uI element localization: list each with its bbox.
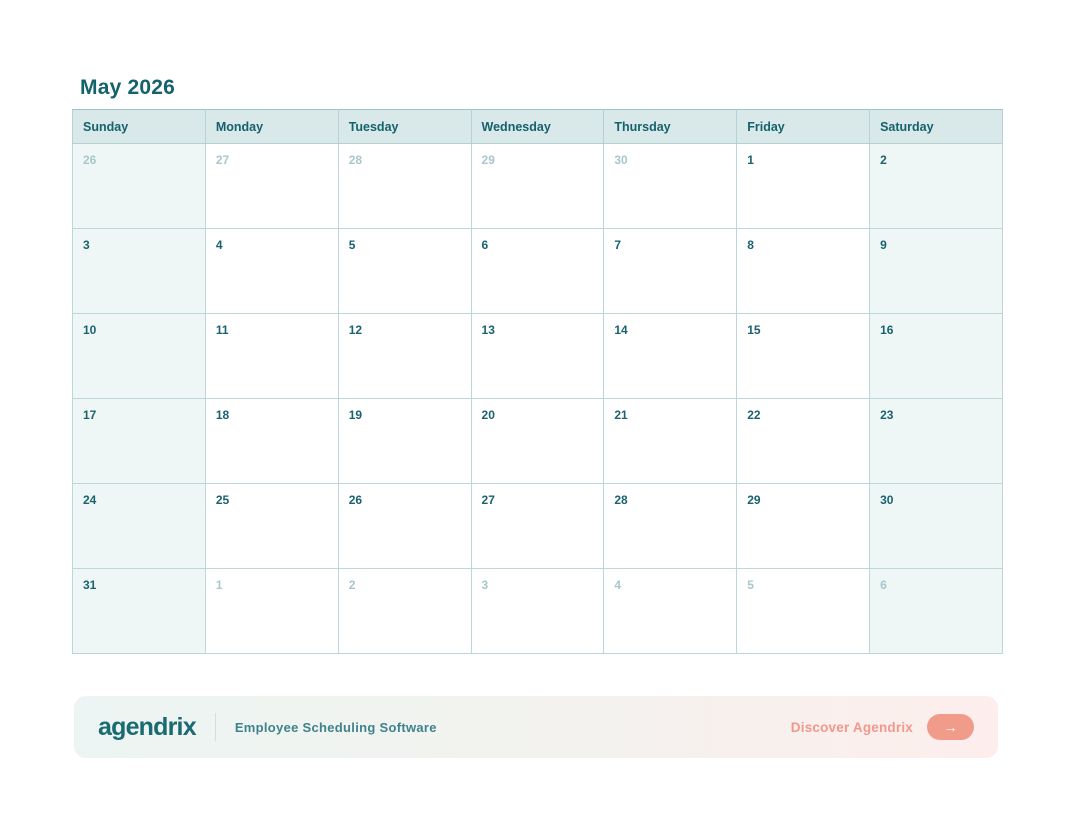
date-cell — [604, 569, 737, 654]
page-title: May 2026 — [80, 76, 176, 100]
date-cell — [737, 484, 870, 569]
day-header-monday: Monday — [205, 110, 338, 144]
date-cell — [73, 484, 206, 569]
calendar-body — [73, 144, 1003, 654]
date-number: 15 — [747, 323, 761, 337]
date-cell — [604, 144, 737, 229]
date-number: 29 — [481, 153, 495, 167]
calendar-week-row — [73, 569, 1003, 654]
date-cell — [604, 484, 737, 569]
date-cell — [205, 144, 338, 229]
date-number: 22 — [747, 408, 761, 422]
date-cell — [870, 484, 1003, 569]
date-number: 30 — [880, 493, 894, 507]
day-header-wednesday: Wednesday — [471, 110, 604, 144]
date-cell — [471, 144, 604, 229]
date-cell — [338, 314, 471, 399]
date-number: 3 — [481, 578, 489, 592]
date-cell — [338, 229, 471, 314]
footer-tagline: Employee Scheduling Software — [234, 719, 437, 735]
date-number: 28 — [348, 153, 363, 167]
date-number: 2 — [880, 153, 887, 167]
date-number: 14 — [614, 323, 628, 337]
date-cell — [604, 399, 737, 484]
date-number: 16 — [880, 323, 894, 337]
footer-divider — [215, 713, 216, 741]
date-cell — [338, 569, 471, 654]
date-cell — [870, 144, 1003, 229]
date-number: 1 — [747, 153, 754, 167]
date-number: 11 — [215, 323, 229, 337]
date-cell — [338, 484, 471, 569]
date-cell — [73, 229, 206, 314]
date-number: 20 — [481, 408, 495, 422]
date-number: 3 — [83, 238, 90, 252]
calendar-week-row — [73, 144, 1003, 229]
date-cell — [73, 314, 206, 399]
day-header-thursday: Thursday — [604, 110, 737, 144]
discover-agendrix-link[interactable] — [791, 714, 974, 740]
date-number: 5 — [747, 578, 754, 592]
date-number: 27 — [215, 153, 230, 167]
date-number: 4 — [215, 238, 223, 252]
day-header-sunday: Sunday — [73, 110, 206, 144]
date-number: 21 — [614, 408, 628, 422]
date-cell — [737, 229, 870, 314]
date-number: 28 — [614, 493, 628, 507]
day-header-friday: Friday — [737, 110, 870, 144]
date-number: 29 — [747, 493, 761, 507]
date-cell — [73, 399, 206, 484]
date-number: 30 — [614, 153, 628, 167]
date-number: 26 — [83, 153, 97, 167]
date-number: 17 — [83, 408, 97, 422]
date-number: 9 — [880, 238, 887, 252]
date-number: 7 — [614, 238, 622, 252]
day-header-saturday: Saturday — [870, 110, 1003, 144]
date-cell — [604, 314, 737, 399]
date-cell — [737, 314, 870, 399]
date-number: 19 — [348, 408, 363, 422]
date-cell — [338, 144, 471, 229]
date-cell — [73, 569, 206, 654]
date-cell — [471, 399, 604, 484]
date-cell — [73, 144, 206, 229]
date-number: 10 — [83, 323, 97, 337]
date-number: 5 — [348, 238, 356, 252]
calendar-week-row — [73, 399, 1003, 484]
date-number: 4 — [614, 578, 622, 592]
date-cell — [870, 399, 1003, 484]
date-number: 23 — [880, 408, 894, 422]
discover-agendrix-button[interactable] — [927, 714, 974, 740]
agendrix-logo: agendrix — [98, 712, 196, 741]
date-cell — [870, 229, 1003, 314]
date-cell — [870, 569, 1003, 654]
date-number: 26 — [348, 493, 363, 507]
calendar-table — [72, 109, 1003, 654]
date-cell — [471, 229, 604, 314]
date-number: 31 — [83, 578, 97, 592]
calendar-week-row — [73, 484, 1003, 569]
date-cell — [870, 314, 1003, 399]
date-cell — [737, 144, 870, 229]
date-cell — [205, 229, 338, 314]
date-cell — [471, 314, 604, 399]
date-cell — [205, 569, 338, 654]
calendar-week-row — [73, 229, 1003, 314]
date-cell — [205, 314, 338, 399]
date-number: 6 — [880, 578, 887, 592]
date-cell — [338, 399, 471, 484]
date-cell — [604, 229, 737, 314]
date-number: 2 — [348, 578, 356, 592]
date-number: 6 — [481, 238, 489, 252]
discover-agendrix-label: Discover Agendrix — [790, 719, 913, 735]
date-cell — [737, 569, 870, 654]
day-header-tuesday: Tuesday — [338, 110, 471, 144]
date-number: 1 — [215, 578, 223, 592]
date-cell — [471, 484, 604, 569]
date-number: 12 — [348, 323, 363, 337]
date-number: 8 — [747, 238, 754, 252]
date-number: 25 — [215, 493, 230, 507]
footer-banner — [74, 696, 998, 758]
date-number: 18 — [215, 408, 230, 422]
calendar-week-row — [73, 314, 1003, 399]
date-number: 13 — [481, 323, 495, 337]
date-cell — [471, 569, 604, 654]
day-header-row — [73, 110, 1003, 144]
arrow-right-icon: → — [943, 719, 958, 735]
date-cell — [205, 399, 338, 484]
date-number: 24 — [83, 493, 97, 507]
date-cell — [737, 399, 870, 484]
date-cell — [205, 484, 338, 569]
calendar — [72, 109, 1003, 654]
date-number: 27 — [481, 493, 495, 507]
